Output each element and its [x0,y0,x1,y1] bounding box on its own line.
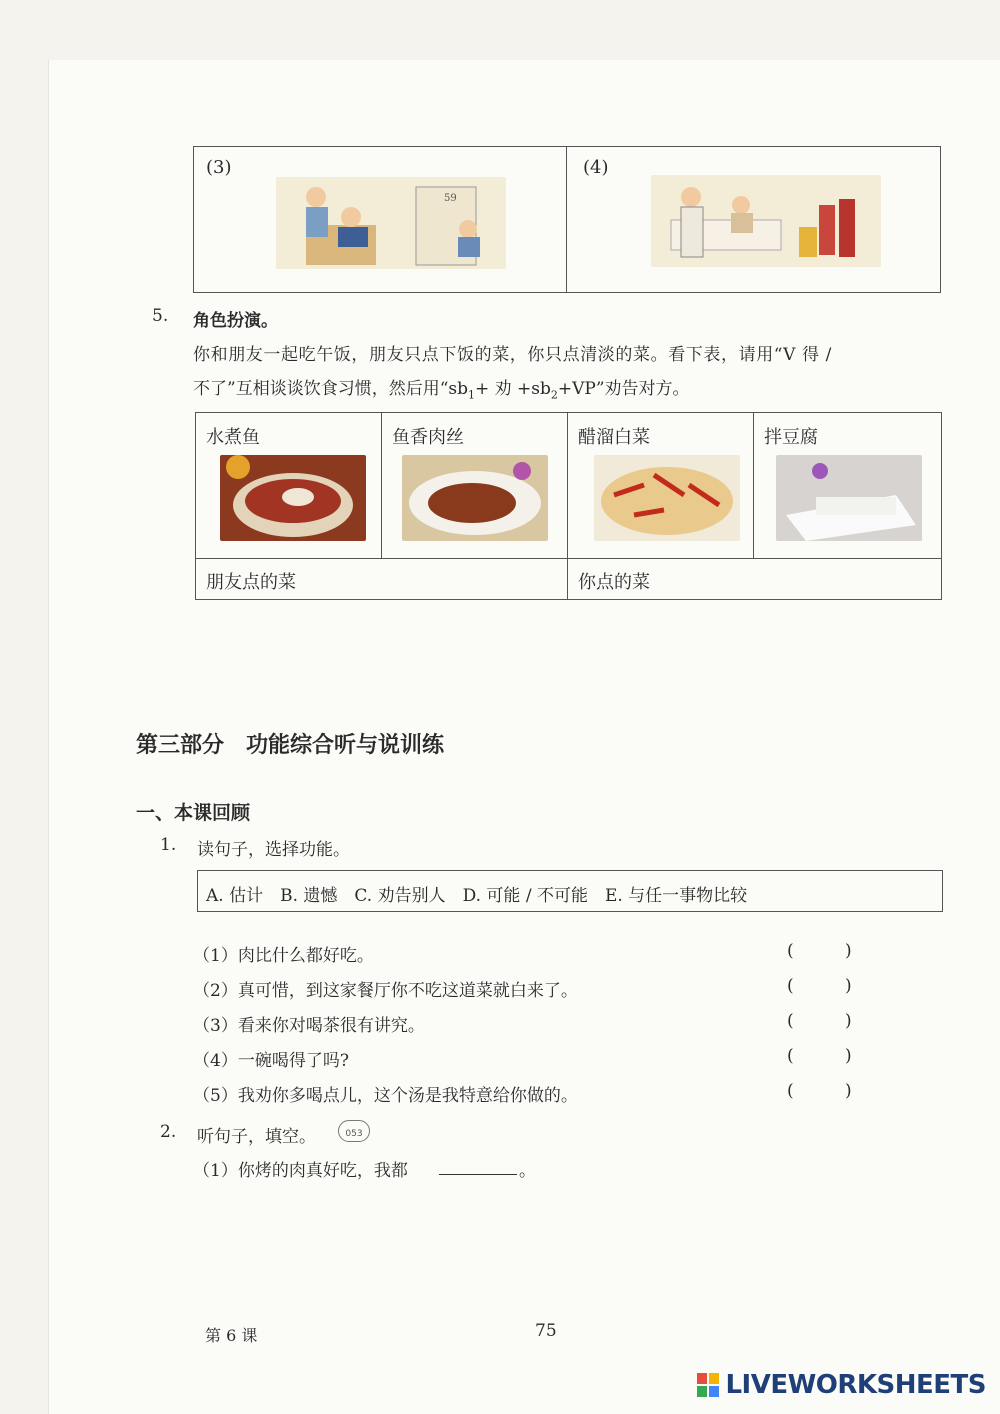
section5-title: 角色扮演。 [193,311,278,331]
section5-line2 [193,374,690,401]
review-heading: 一、本课回顾 [136,802,251,824]
scene-number: (4) [583,157,609,178]
tofu-salad-image [776,455,922,541]
answer-paren-right: ) [845,941,852,961]
dish-name: 醋溜白菜 [578,427,650,448]
subscript-2: 2 [550,388,558,402]
q2-number: 2. [160,1122,177,1142]
function-options-box [197,870,943,912]
audio-track-number: 053 [345,1129,363,1139]
page-number: 75 [535,1321,557,1341]
q1-item-text: （4）一碗喝得了吗? [193,1051,349,1071]
scene-cell-3 [193,146,567,293]
section5-line2-pre: 不了”互相谈谈饮食习惯，然后用“sb [193,379,468,399]
q2-item-1-pre: （1）你烤的肉真好吃，我都 [193,1161,408,1181]
q2-item-1-blank[interactable] [439,1174,517,1175]
dish-name: 拌豆腐 [764,427,818,448]
answer-paren-left: ( [787,941,794,961]
dish-cell-2 [381,412,568,559]
section5-line2-post: +VP”劝告对方。 [557,379,690,399]
q1-item-text: （2）真可惜，到这家餐厅你不吃这道菜就白来了。 [193,981,578,1001]
answer-paren-left: ( [787,1081,794,1101]
subscript-1: 1 [468,388,475,402]
q2-item-1-post: 。 [519,1161,536,1181]
scene-number: (3) [206,157,232,178]
boiled-fish-image [220,455,366,541]
q1-instruction: 读句子，选择功能。 [197,840,350,860]
part3-title: 第三部分 功能综合听与说训练 [136,732,445,758]
liveworksheets-logo-text: LIVEWORKSHEETS [725,1370,986,1400]
q1-item-text: （3）看来你对喝茶很有讲究。 [193,1016,425,1036]
answer-paren-left: ( [787,976,794,996]
dish-cell-3 [567,412,754,559]
answer-paren-right: ) [845,1011,852,1031]
audio-track-icon[interactable] [338,1120,370,1142]
office-cartoon-image [276,177,506,269]
dish-cell-4 [753,412,942,559]
yuxiang-pork-image [402,455,548,541]
dish-cell-1 [195,412,382,559]
liveworksheets-logo-icon [697,1373,719,1397]
dish-name: 鱼香肉丝 [392,427,464,448]
drinking-cartoon-image [651,175,881,267]
lesson-label: 第 6 课 [205,1326,258,1345]
friend-order-cell [195,558,568,600]
scene-cell-4 [566,146,941,293]
vinegar-cabbage-image [594,455,740,541]
answer-paren-left: ( [787,1046,794,1066]
dish-name: 水煮鱼 [206,427,260,448]
section5-number: 5. [152,306,169,326]
q1-item-text: （5）我劝你多喝点儿，这个汤是我特意给你做的。 [193,1086,578,1106]
q1-item-text: （1）肉比什么都好吃。 [193,946,374,966]
your-order-label: 你点的菜 [578,572,650,593]
answer-paren-right: ) [845,1046,852,1066]
svg-text:59: 59 [444,193,457,204]
liveworksheets-logo [697,1370,986,1400]
function-options: A. 估计 B. 遗憾 C. 劝告别人 D. 可能 / 不可能 E. 与任一事物比较 [206,886,748,906]
q2-instruction: 听句子，填空。 [197,1127,316,1147]
answer-paren-right: ) [845,976,852,996]
section5-line2-mid: + 劝 +sb [475,379,551,399]
answer-paren-left: ( [787,1011,794,1031]
friend-order-label: 朋友点的菜 [206,572,296,593]
answer-paren-right: ) [845,1081,852,1101]
section5-line1: 你和朋友一起吃午饭，朋友只点下饭的菜，你只点清淡的菜。看下表，请用“V 得 / [193,345,832,365]
your-order-cell [567,558,942,600]
q1-number: 1. [160,835,177,855]
